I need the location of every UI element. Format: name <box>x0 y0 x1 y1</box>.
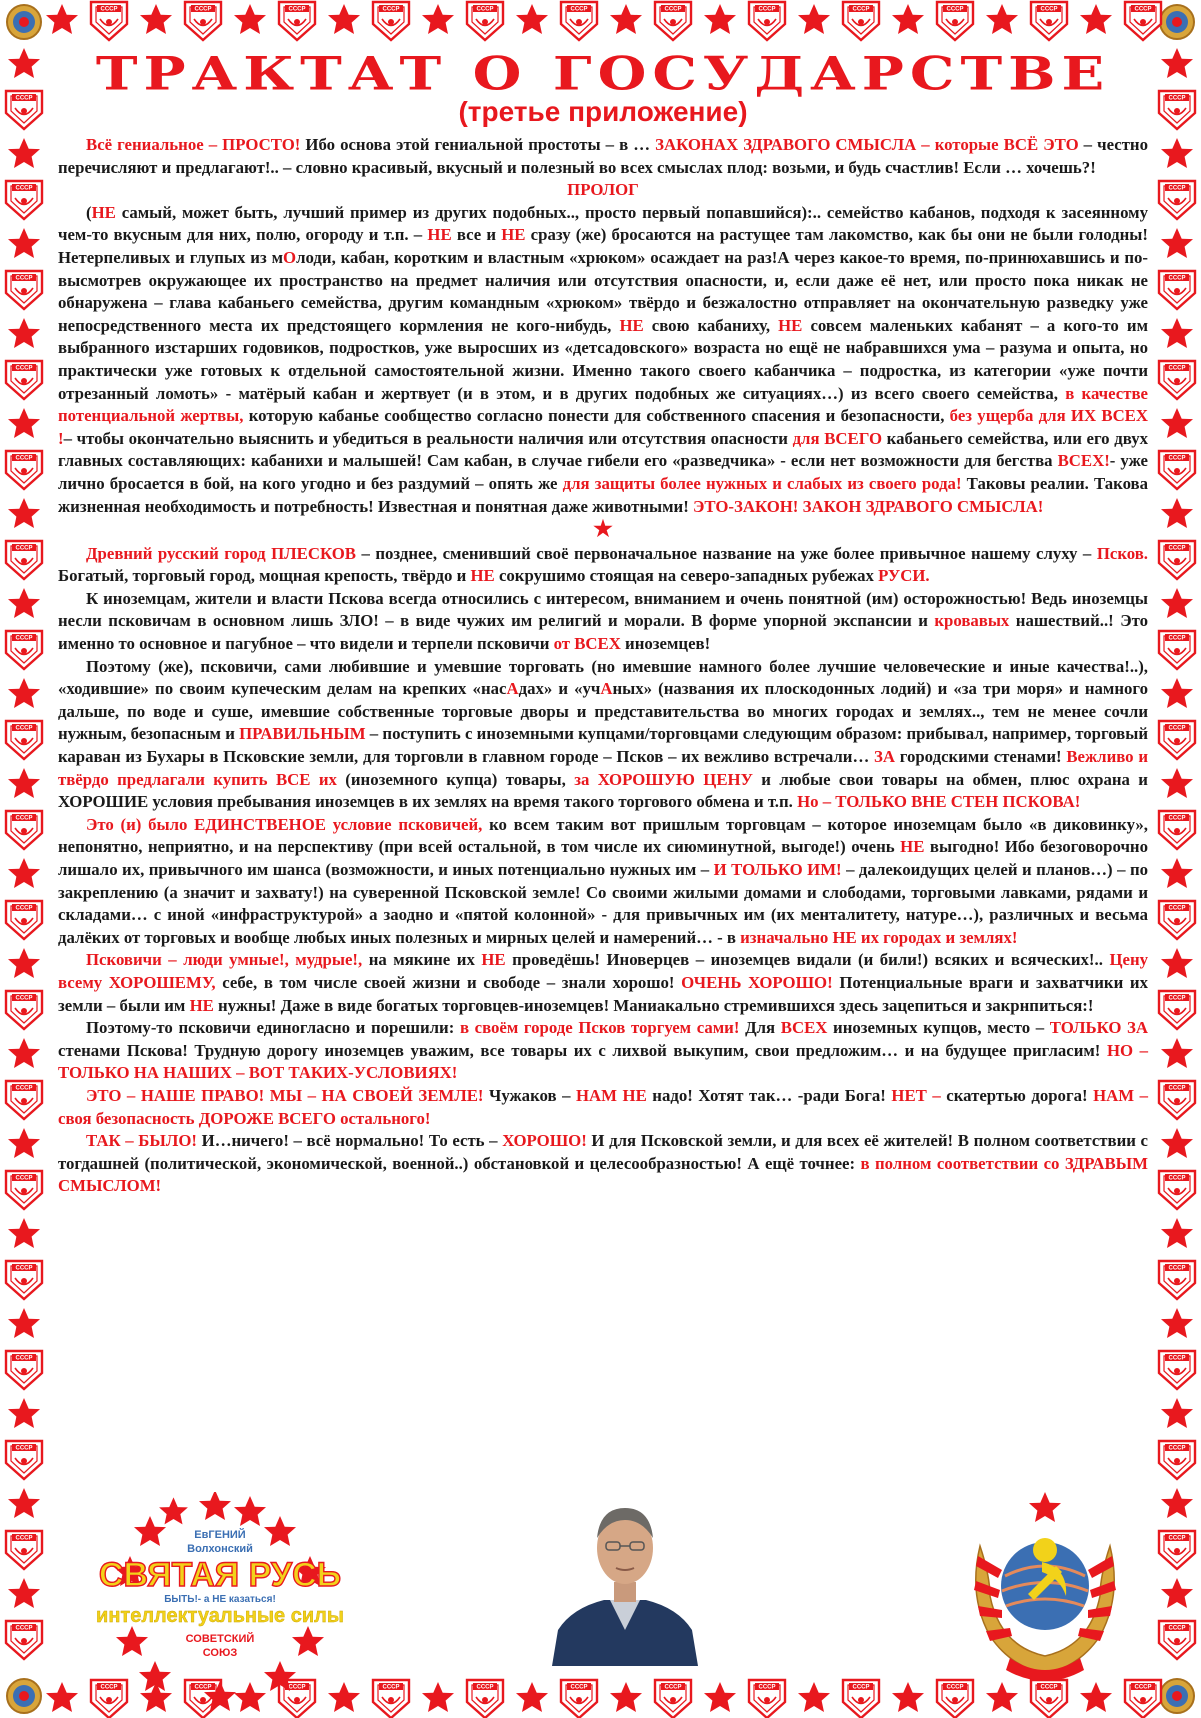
badge-label: СССР <box>664 1684 682 1691</box>
highlight-text: ЗАКОНАХ ЗДРАВОГО СМЫСЛА – которые ВСЁ ЭТО <box>655 135 1079 154</box>
badge-label: СССР <box>1168 905 1186 912</box>
text-run: Таковы реалии. Такова жизненная необходимость и потребность! Известная и понятная даже животными! <box>58 473 1148 516</box>
text-run: скатертью дорога! <box>940 1085 1094 1105</box>
badge-label: СССР <box>852 6 870 13</box>
text-run: нужны! Даже в виде богатых торговцев-иноземцев! Маниакально стремившихся здесь зацепиться и закрнпиться:! <box>213 995 1094 1015</box>
text-run: – чтобы окончательно выяснить и убедиться в реальности наличия или отсутствия опасности <box>63 428 793 448</box>
highlight-text: от ВСЕХ <box>553 634 621 654</box>
highlight-text: НО – ТОЛЬКО НА НАШИХ – ВОТ ТАКИХ-УСЛОВИЯХ! <box>58 1040 1148 1083</box>
badge-label: СССР <box>1134 6 1152 13</box>
badge-label: СССР <box>15 905 33 912</box>
border-star-icon <box>1161 1038 1193 1068</box>
badge-label: СССР <box>15 1355 33 1362</box>
highlight-text: ПРАВИЛЬНЫМ <box>239 724 366 744</box>
badge-label: СССР <box>1168 1355 1186 1362</box>
text-run: - уже лично бросается в бой, на кого угодно и без раздумий – опять же <box>58 451 1148 493</box>
badge-label: СССР <box>570 1684 588 1691</box>
intro-paragraph <box>58 134 1148 179</box>
badge-label: СССР <box>1168 725 1186 732</box>
badge-label: СССР <box>1168 365 1186 372</box>
badge-label: СССР <box>1168 455 1186 462</box>
prolog-paragraph <box>58 202 1148 518</box>
highlight-text: А <box>600 679 613 699</box>
text-run: свою кабаниху, <box>643 315 779 335</box>
text-run: И…ничего! – всё нормально! То есть – <box>197 1131 503 1151</box>
badge-label: СССР <box>15 995 33 1002</box>
text-run: городскими стенами! <box>895 747 1067 767</box>
paragraph-wise <box>58 949 1148 1017</box>
badge-label: СССР <box>288 6 306 13</box>
badge-label: СССР <box>1168 275 1186 282</box>
badge-label: СССР <box>15 635 33 642</box>
text-run: которую кабанье сообщество согласно понести для собственного спасения и безопасности, <box>243 406 950 426</box>
border-star-icon <box>8 588 40 618</box>
highlight-text: НЕ <box>470 566 495 586</box>
page-content <box>58 0 1148 1718</box>
highlight-text: Всё гениальное – ПРОСТО! <box>86 135 301 154</box>
border-star-icon <box>8 138 40 168</box>
corner-coin-icon <box>7 1679 41 1713</box>
text-run: К иноземцам, жители и власти Пскова всегда относились с интересом, вниманием и очень понятной (им) осторожностью! Ведь иноземцы несли псковичам в основном лишь ЗЛО! – в виде чужих им религий и морали. В форме упорной экспансии и <box>58 588 1148 631</box>
prolog-heading: ПРОЛОГ <box>567 180 639 200</box>
text-run: – позднее, сменивший своё первоначальное название на уже более привычное нашему слуху – <box>355 543 1097 563</box>
corner-coin-icon <box>1160 1679 1194 1713</box>
text-run: совсем маленьких кабанят – а кого-то им выбранного изстарших годовиков, подростков, уже выросших из «детсадовского» возраста но ещё не набравшихся ума – разума и опыта, но практически уже готовых к отдельной самостоятельной жизни. Именно такого своего кабанчика – подростка, из категории «уже почти отрезанный ломоть» - матёрый кабан и жертвует (и в этом, и в других подобных же ситуациях…) из всего своего семейства, <box>58 315 1148 403</box>
badge-label: СССР <box>1168 1445 1186 1452</box>
badge-label: СССР <box>476 6 494 13</box>
paragraph-pleskov <box>58 543 1148 588</box>
highlight-text: НАМ – своя безопасность ДОРОЖЕ ВСЕГО остального! <box>58 1085 1148 1128</box>
badge-label: СССР <box>1040 1684 1058 1691</box>
border-star-icon <box>1161 498 1193 528</box>
badge-label: СССР <box>15 725 33 732</box>
text-run: стенами Пскова! Трудную дорогу иноземцев уважим, все товары их с лихвой выкупим, свои предложим… и на будущее пригласим! <box>58 1040 1107 1060</box>
border-star-icon <box>8 48 40 78</box>
badge-label: СССР <box>758 6 776 13</box>
badge-label: СССР <box>852 1684 870 1691</box>
text-run: на мякине их <box>362 950 482 970</box>
badge-label: СССР <box>1168 1085 1186 1092</box>
border-star-icon <box>8 948 40 978</box>
text-run: ( <box>86 202 92 222</box>
badge-label: СССР <box>15 95 33 102</box>
highlight-text: НЕ <box>481 950 506 970</box>
highlight-text: ЭТО-ЗАКОН! ЗАКОН ЗДРАВОГО СМЫСЛА! <box>692 496 1044 516</box>
border-star-icon <box>1161 1218 1193 1248</box>
border-star-icon <box>8 1128 40 1158</box>
highlight-text: НЕ <box>900 837 925 857</box>
border-star-icon <box>8 858 40 888</box>
badge-label: СССР <box>15 455 33 462</box>
border-star-icon <box>1161 948 1193 978</box>
text-run: – честно перечисляют и предлагают!.. – словно красивый, вкусный и полезный во всех смыслах плод: возьми, и будь счастлив! Если … хочешь?! <box>58 135 1148 177</box>
border-star-icon <box>1161 318 1193 348</box>
badge-label: СССР <box>15 1265 33 1272</box>
page-title: ТРАКТАТ О ГОСУДАРСТВЕ <box>95 46 1111 102</box>
highlight-text: ОЧЕНЬ ХОРОШО! <box>681 972 833 992</box>
corner-coin-icon <box>1160 5 1194 39</box>
border-star-icon <box>8 1578 40 1608</box>
border-star-icon <box>1161 1578 1193 1608</box>
badge-label: СССР <box>946 1684 964 1691</box>
border-star-icon <box>8 1218 40 1248</box>
text-run: И для Псковской земли, и для всех её жителей! В полном соответствии с тогдашней (политической, экономической, военной..) обстановкой и целесообразностью! А ещё точнее: <box>58 1131 1148 1173</box>
text-run: самый, может быть, лучший пример из других подобных.., просто первый попавшийся):.. семейство кабанов, подходя к засеянному чем-то вкусным для них, полю, огороду и т.п. – <box>58 202 1148 245</box>
badge-label: СССР <box>1168 95 1186 102</box>
border-star-icon <box>8 408 40 438</box>
logo-author-first: ЕвГЕНИЙ <box>194 1529 246 1541</box>
highlight-text: Цену всему ХОРОШЕМУ, <box>58 950 1148 992</box>
logo-motto: БЫТЬ!- а НЕ казаться! <box>164 1594 276 1605</box>
text-run: Для <box>739 1018 781 1038</box>
highlight-text: Псков. <box>1096 543 1148 563</box>
border-star-icon <box>1161 408 1193 438</box>
text-run: иноземцев! <box>620 634 711 654</box>
badge-label: СССР <box>382 6 400 13</box>
border-star-icon <box>1161 138 1193 168</box>
highlight-text: НЕ <box>501 225 526 245</box>
highlight-text: ВСЕХ <box>780 1018 828 1038</box>
border-star-icon <box>1161 858 1193 888</box>
text-run: (иноземного купца) товары, <box>336 769 575 789</box>
badge-label: СССР <box>1040 6 1058 13</box>
badge-label: СССР <box>100 1684 118 1691</box>
text-run: надо! Хотят так… -ради Бога! <box>646 1085 892 1105</box>
body-text <box>58 134 1148 1198</box>
badge-label: СССР <box>15 1175 33 1182</box>
highlight-text: для защиты более нужных и слабых из своего рода! <box>562 473 962 493</box>
border-star-icon <box>8 768 40 798</box>
highlight-text: изначально НЕ их городах и землях! <box>740 927 1018 947</box>
paragraph-conclusion <box>58 1130 1148 1198</box>
page-subtitle: (третье приложение) <box>458 96 748 127</box>
text-run: – поступить с иноземными купцами/торговцами следующим образом: прибывал, например, торговый караван из Бухары в Псковские земли, для торговли в главном городе – Псков – их вежливо встречали… <box>58 724 1148 767</box>
portrait-photo <box>542 1490 708 1666</box>
highlight-text: Древний русский город ПЛЕСКОВ <box>86 543 356 563</box>
highlight-text: НЕ <box>427 225 452 245</box>
paragraph-decision <box>58 1017 1148 1085</box>
badge-label: СССР <box>1134 1684 1152 1691</box>
badge-label: СССР <box>15 545 33 552</box>
badge-label: СССР <box>1168 1265 1186 1272</box>
badge-label: СССР <box>1168 635 1186 642</box>
paragraph-trade <box>58 656 1148 814</box>
logo-author-last: Волхонский <box>187 1543 253 1555</box>
border-star-icon <box>8 1488 40 1518</box>
badge-label: СССР <box>1168 995 1186 1002</box>
logo-line1: интеллектуальные силы <box>96 1605 344 1627</box>
highlight-text: ЗА <box>874 747 895 767</box>
highlight-text: А <box>506 679 519 699</box>
paragraph-condition <box>58 814 1148 950</box>
highlight-text: Но – ТОЛЬКО ВНЕ СТЕН ПСКОВА! <box>797 792 1081 812</box>
highlight-text: РУСИ. <box>878 566 930 586</box>
text-run: – далекоидущих целей и планов…) – по закреплению (а значит и захвату!) на суверенной Псковской земле! Со своими жилыми домами и слободами, торговыми лавками, рядами и складами… с иной «инфраструктурой» а заодно и «пятой колонной» - для привычных им (их менталитету, натуре…), различных и весьма далёких от торговых и вообще любых иных полезных и мирных целей и намерений… - в <box>58 860 1149 947</box>
badge-label: СССР <box>15 185 33 192</box>
star-separator-icon: ★ <box>593 516 613 542</box>
badge-label: СССР <box>194 6 212 13</box>
corner-coin-icon <box>7 5 41 39</box>
border-star-icon <box>1161 48 1193 78</box>
border-star-icon <box>1161 1488 1193 1518</box>
badge-label: СССР <box>758 1684 776 1691</box>
badge-label: СССР <box>476 1684 494 1691</box>
highlight-text: для ВСЕГО <box>792 428 883 448</box>
highlight-text: И ТОЛЬКО ИМ! <box>713 860 842 879</box>
text-run: нашествий..! Это именно то основное и пагубное – что видели и терпели псковичи <box>58 611 1148 654</box>
highlight-text: Псковичи – люди умные!, мудрые!, <box>86 950 363 970</box>
highlight-text: НЕ <box>619 315 644 335</box>
highlight-text: в своём городе Псков торгуем сами! <box>459 1018 740 1038</box>
text-run: Потенциальные враги и захватчики их земли – были им <box>58 972 1148 1015</box>
border-star-icon <box>8 1398 40 1428</box>
text-run: Поэтому-то псковичи единогласно и порешили: <box>86 1018 460 1038</box>
border-star-icon <box>1161 1128 1193 1158</box>
badge-label: СССР <box>288 1684 306 1691</box>
highlight-text: О <box>283 247 297 267</box>
badge-label: СССР <box>15 1085 33 1092</box>
badge-label: СССР <box>1168 545 1186 552</box>
text-run: себе, в том числе своей жизни и свободе – знали хорошо! <box>215 972 682 992</box>
text-run: выгодно! Ибо безоговорочно лишало их, привычного им шанса (возможности, и иных потенциально нужных им – <box>58 837 1148 879</box>
border-star-icon <box>8 228 40 258</box>
text-run: ных» (названия их плоскодонных лодий) и «за три моря» и намного дальше, по воде и суше, имевшие собственные торговые дворы и представительства во многих городах и землях.., тем не менее сочли нужным, безопасным и <box>58 679 1148 744</box>
border-star-icon <box>1161 678 1193 708</box>
text-run: дах» и «уч <box>518 679 601 699</box>
author-logo <box>70 1492 350 1712</box>
highlight-text: Это (и) было ЕДИНСТВЕНОЕ условие псковичей, <box>86 814 483 834</box>
badge-label: СССР <box>15 275 33 282</box>
badge-label: СССР <box>15 1535 33 1542</box>
badge-label: СССР <box>1168 1535 1186 1542</box>
badge-label: СССР <box>1168 1625 1186 1632</box>
badge-label: СССР <box>1168 1175 1186 1182</box>
logo-line3: СОЮЗ <box>202 1647 238 1659</box>
border-star-icon <box>8 318 40 348</box>
badge-label: СССР <box>15 1445 33 1452</box>
text-run: ко всем таким вот пришлым торговцам – которое иноземцам было «в диковинку», непонятно, неприятно, и на перспективу (при всей остальной, в том числе их сиюминутной, выгоде!) очень <box>58 814 1148 857</box>
badge-label: СССР <box>15 1625 33 1632</box>
badge-label: СССР <box>100 6 118 13</box>
highlight-text: за ХОРОШУЮ ЦЕНУ <box>574 769 753 789</box>
ussr-emblem-icon <box>950 1486 1140 1686</box>
text-run: все и <box>451 225 502 245</box>
highlight-text: без ущерба для ИХ ВСЕХ ! <box>58 406 1148 448</box>
border-star-icon <box>1161 768 1193 798</box>
border-star-icon <box>1161 228 1193 258</box>
badge-label: СССР <box>1168 815 1186 822</box>
highlight-text: ХОРОШО! <box>502 1131 587 1151</box>
badge-label: СССР <box>1168 185 1186 192</box>
badge-label: СССР <box>570 6 588 13</box>
border-star-icon <box>8 1038 40 1068</box>
badge-label: СССР <box>15 815 33 822</box>
paragraph-foreigners <box>58 588 1148 656</box>
text-run: Богатый, торговый город, мощная крепость, твёрдо и <box>58 566 471 586</box>
text-run: сокрушимо стоящая на северо-западных рубежах <box>494 566 879 586</box>
border-star-icon <box>8 498 40 528</box>
paragraph-right <box>58 1085 1148 1130</box>
highlight-text: НЕ <box>91 202 116 222</box>
highlight-text: ВСЕХ! <box>1057 451 1110 471</box>
border-star-icon <box>1161 1308 1193 1338</box>
border-star-icon <box>8 678 40 708</box>
text-run: Ибо основа этой гениальной простоты – в … <box>300 135 656 154</box>
badge-label: СССР <box>194 1684 212 1691</box>
border-star-icon <box>1161 1398 1193 1428</box>
badge-label: СССР <box>15 365 33 372</box>
text-run: проведёшь! Иноверцев – иноземцев видали (и били!) всяких и всяческих!.. <box>505 950 1110 970</box>
badge-label: СССР <box>664 6 682 13</box>
highlight-text: кровавых <box>934 611 1010 631</box>
logo-brand: СВЯТАЯ РУСЬ <box>98 1556 342 1594</box>
highlight-text: НЕ <box>778 315 803 335</box>
text-run: иноземных купцов, место – <box>827 1018 1050 1038</box>
highlight-text: НЕТ – <box>891 1085 941 1105</box>
text-run: сразу (же) бросаются на растущее там лакомство, как бы они не были голодны! Нетерпеливых и глупых из м <box>58 225 1149 267</box>
highlight-text: ЭТО – НАШЕ ПРАВО! МЫ – НА СВОЕЙ ЗЕМЛЕ! <box>86 1085 484 1105</box>
border-star-icon <box>8 1308 40 1338</box>
border-star-icon <box>1161 588 1193 618</box>
text-run: Поэтому (же), псковичи, сами любившие и умевшие торговать (но имевшие намного более лучшие человеческие и иные качества!..), «ходившие» по своим купеческим делам на крепких «нас <box>58 656 1148 699</box>
logo-line2: СОВЕТСКИЙ <box>185 1633 255 1645</box>
badge-label: СССР <box>382 1684 400 1691</box>
badge-label: СССР <box>946 6 964 13</box>
highlight-text: НАМ НЕ <box>576 1085 647 1105</box>
highlight-text: ТАК – БЫЛО! <box>86 1131 198 1151</box>
text-run: лоди, кабан, коротким и властным «хрюком» осаждает на раз!А через какое-то время, по-принюхавшись и по-высмотрев окружающее их пространство на предмет наличия или отсутствия опасности, и, если даже её нет, или просто пока никак не обнаружена – глава кабаньего семейства, другим командным «хрюком» твёрдо и безжалостно отправляет на окончательную разведку уже непосредственного места их предстоящего кормления не кого-нибудь, <box>58 247 1149 335</box>
highlight-text: Вежливо и твёрдо предлагали купить ВСЕ их <box>58 747 1148 789</box>
text-run: кабаньего семейства, или его двух главных составляющих: кабанихи и малышей! Сам кабан, в случае гибели его «разведчика» - если нет возможности для бегства <box>58 428 1148 471</box>
text-run: и любые свои товары на обмен, плюс охрана и ХОРОШИЕ условия пребывания иноземцев в их землях на время такого торгового обмена и т.п. <box>58 769 1148 812</box>
highlight-text: ТОЛЬКО ЗА <box>1049 1018 1148 1038</box>
highlight-text: в качестве потенциальной жертвы, <box>58 383 1149 426</box>
text-run: Чужаков – <box>483 1085 576 1105</box>
highlight-text: в полном соответствии со ЗДРАВЫМ СМЫСЛОМ! <box>58 1153 1148 1196</box>
highlight-text: НЕ <box>189 995 214 1015</box>
